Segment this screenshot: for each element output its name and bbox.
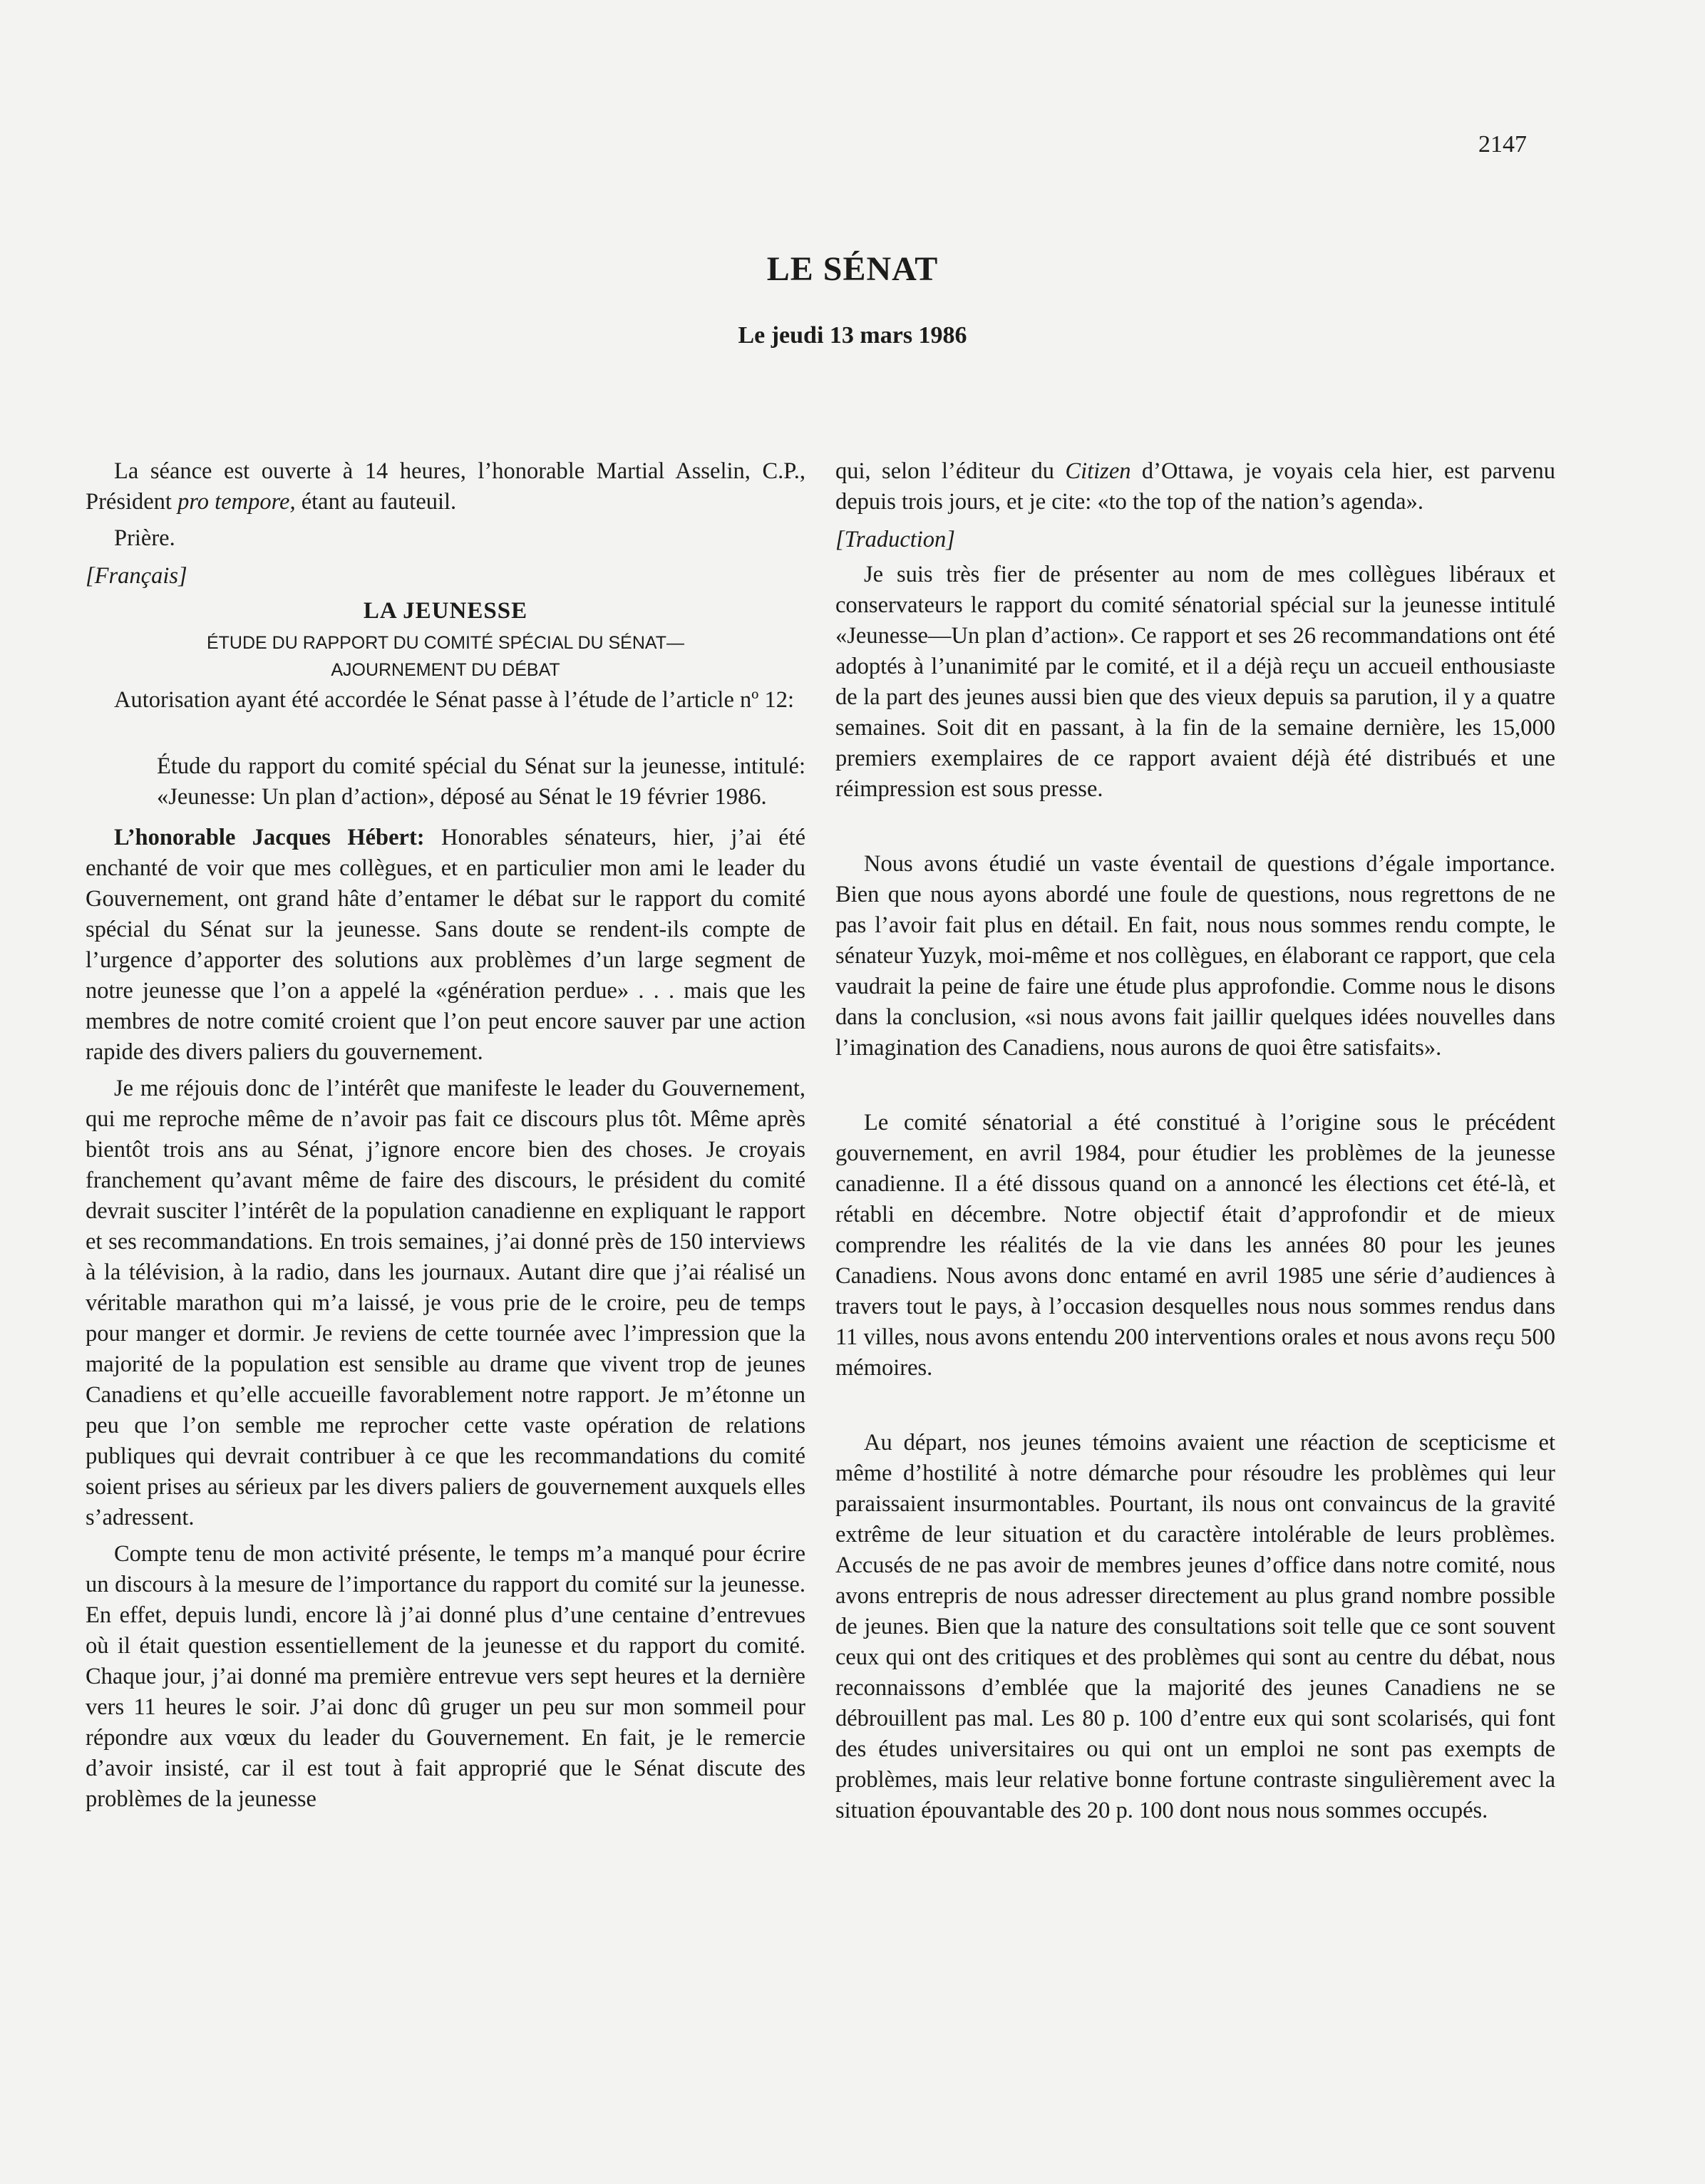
speech-paragraph-7: Au départ, nos jeunes témoins avaient une réaction de scepticisme et même d’hostilité à notre démarche pour résoudre les problèmes qui leur paraissaient insurmontables. Pourtant, ils nous ont convaincus de la gravité extrême de leur situation et du caractère intolérable de leurs problèmes. Accusés de ne pas avoir de membres jeunes d’office dans notre comité, nous avons entrepris de nous adresser directement au plus grand nombre possible de jeunes. Bien que la nature des consultations soit telle que ce sont souvent ceux qui ont des critiques et des problèmes qui sont au centre du débat, nous reconnaissons d’emblée que la majorité des jeunes Canadiens ne se débrouillent pas mal. Les 80 p. 100 d’entre eux qui sont scolarisés, qui font des études universitaires ou qui ont un emploi ne sont pas exempts de problèmes, mais leur relative bonne fortune contraste singulièrement avec la situation épouvantable des 20 p. 100 dont nous nous sommes occupés.	[835, 1430, 1555, 1823]
subheading-line-1: ÉTUDE DU RAPPORT DU COMITÉ SPÉCIAL DU SÉNAT—	[206, 633, 684, 653]
right-column	[835, 456, 1555, 1832]
speech-paragraph-4: Je suis très fier de présenter au nom de mes collègues libéraux et conservateurs le rapport du comité sénatorial spécial sur la jeunesse intitulé «Jeunesse—Un plan d’action». Ce rapport et ses 26 recommandations ont été adoptés à l’unanimité par le comité, et il a déjà reçu un accueil enthousiaste de la part des jeunes aussi bien que des vieux depuis sa parution, il y a quatre semaines. Soit dit en passant, à la fin de la semaine dernière, les 15,000 premiers exemplaires de ce rapport avaient déjà été distribués et une réimpression est sous presse.	[835, 562, 1555, 802]
speech-paragraph-2: Je me réjouis donc de l’intérêt que manifeste le leader du Gouvernement, qui me reproche même de n’avoir pas fait ce discours plus tôt. Même après bientôt trois ans au Sénat, j’ignore encore bien des choses. Je croyais franchement qu’avant même de faire des discours, le président du comité devrait susciter l’intérêt de la population canadienne en expliquant le rapport et ses recommandations. En trois semaines, j’ai donné près de 150 interviews à la télévision, à la radio, dans les journaux. Autant dire que j’ai réalisé un véritable marathon qui m’a laissé, je vous prie de le croire, peu de temps pour manger et dormir. Je reviens de cette tournée avec l’impression que la majorité de la population est sensible au drame que vivent trop de jeunes Canadiens et qu’elle accueille favorablement notre rapport. Je m’étonne un peu que l’on semble me reprocher cette vaste opération de relations publiques qui devrait contribuer à ce que les recommandations du comité soient prises au sérieux par les divers paliers de gouvernement auxquels elles s’adressent.	[86, 1076, 805, 1530]
speech-paragraph-1: L’honorable Jacques Hébert: Honorables sénateurs, hier, j’ai été enchanté de voir que mes collègues, et en particulier mon ami le leader du Gouvernement, ont grand hâte d’entamer le débat sur le rapport du comité spécial du Sénat sur la jeunesse. Sans doute se rendent-ils compte de l’urgence d’apporter des solutions aux problèmes d’un large segment de notre jeunesse que l’on a appelé la «génération perdue» . . . mais que les membres de notre comité croient que l’on peut encore sauver par une action rapide des divers paliers du gouvernement.	[86, 825, 805, 1065]
sitting-date: Le jeudi 13 mars 1986	[738, 322, 967, 349]
speech-paragraph-3: Compte tenu de mon activité présente, le temps m’a manqué pour écrire un discours à la mesure de l’importance du rapport du comité sur la jeunesse. En effet, depuis lundi, encore là j’ai donné plus d’une centaine d’entrevues où il était question essentiellement de la jeunesse et du rapport du comité. Chaque jour, j’ai donné ma première entrevue vers sept heures et la dernière vers 11 heures le soir. J’ai donc dû gruger un peu sur mon sommeil pour répondre aux vœux du leader du Gouvernement. En fait, je le remercie d’avoir insisté, car il est tout à fait approprié que le Sénat discute des problèmes de la jeunesse	[86, 1541, 805, 1812]
language-marker-french: [Français]	[86, 563, 187, 589]
language-marker-translation: [Traduction]	[835, 527, 955, 552]
speech-paragraph-6: Le comité sénatorial a été constitué à l’origine sous le précédent gouvernement, en avril 1984, pour étudier les problèmes de la jeunesse canadienne. Il a été dissous quand on a annoncé les élections cet été-là, et rétabli en décembre. Notre objectif était d’approfondir et de mieux comprendre les réalités de la vie dans les années 80 pour les jeunes Canadiens. Nous avons donc entamé en avril 1985 une série d’audiences à travers tout le pays, à l’occasion desquelles nous nous sommes rendus dans 11 villes, nous avons entendu 200 interventions orales et nous avons reçu 500 mémoires.	[835, 1110, 1555, 1381]
authorization-paragraph: Autorisation ayant été accordée le Sénat passe à l’étude de l’article nº 12:	[114, 687, 794, 713]
page-number: 2147	[1478, 131, 1527, 158]
left-column	[86, 456, 805, 1820]
page-title: LE SÉNAT	[766, 250, 939, 288]
continuation-paragraph: qui, selon l’éditeur du Citizen d’Ottawa, je voyais cela hier, est parvenu depuis trois jours, et je cite: «to the top of the nation’s agenda».	[835, 458, 1556, 515]
opening-paragraph: La séance est ouverte à 14 heures, l’honorable Martial Asselin, C.P., Président pro tempore, étant au fauteuil.	[86, 458, 805, 515]
speaker-name: L’honorable Jacques Hébert:	[114, 825, 425, 850]
section-heading: LA JEUNESSE	[363, 598, 528, 624]
order-of-day-quote: Étude du rapport du comité spécial du Sénat sur la jeunesse, intitulé: «Jeunesse: Un plan d’action», déposé au Sénat le 19 février 1986.	[157, 753, 805, 810]
prayer: Prière.	[114, 525, 175, 551]
speech-paragraph-5: Nous avons étudié un vaste éventail de questions d’égale importance. Bien que nous ayons abordé une foule de questions, nous regrettons de ne pas l’avoir fait plus en détail. En fait, nous nous sommes rendu compte, le sénateur Yuzyk, moi-même et nos collègues, en élaborant ce rapport, que cela vaudrait la peine de faire une étude plus approfondie. Comme nous le disons dans la conclusion, «si nous avons fait jaillir quelques idées nouvelles dans l’imagination des Canadiens, nous aurons de quoi être satisfaits».	[835, 851, 1555, 1061]
subheading-line-2: AJOURNEMENT DU DÉBAT	[331, 660, 560, 680]
